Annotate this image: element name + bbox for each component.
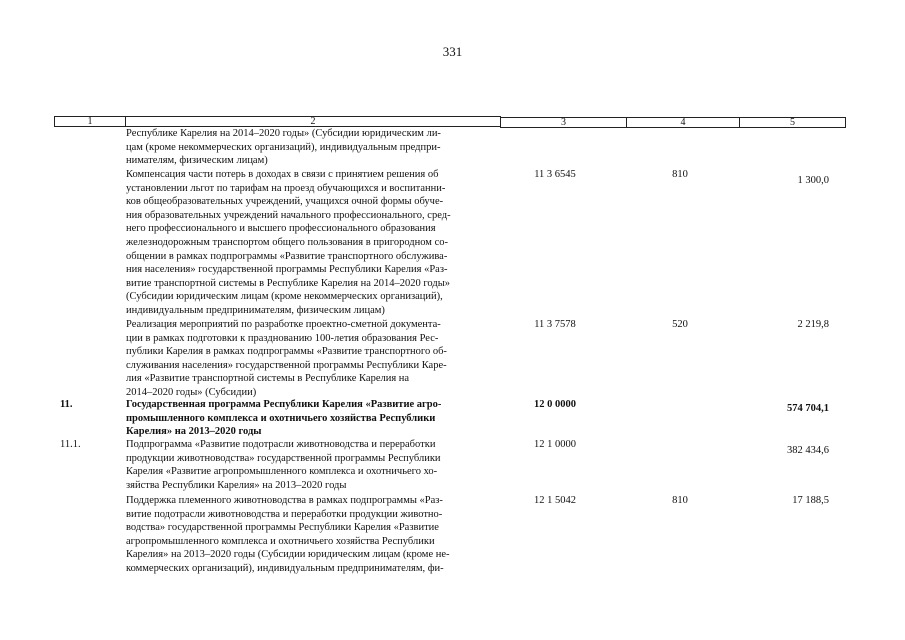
description-line: Карелия «Развитие агропромышленного комплекса и охотничьего хо- (126, 466, 438, 478)
row-target-code: 12 1 0000 (534, 439, 576, 450)
row-target-code: 11 3 7578 (534, 319, 576, 330)
row-number: 11.1. (60, 439, 81, 450)
row-description (126, 127, 498, 168)
row-description (126, 318, 498, 400)
description-line: железнодорожным транспортом общего пользования в пригородном со- (126, 236, 448, 248)
description-line: установлении льгот по тарифам на проезд обучающихся и воспитанни- (126, 182, 446, 194)
table-header-col-1: 1 (54, 116, 126, 127)
description-line: Карелия» на 2013–2020 годы (126, 426, 262, 438)
description-line: коммерческих организаций), индивидуальным предпринимателям, фи- (126, 562, 444, 574)
row-expense-type: 520 (672, 319, 688, 330)
description-line: Подпрограмма «Развитие подотрасли животноводства и переработки (126, 439, 436, 450)
description-line: лия «Развитие транспортной системы в Республике Карелия на (126, 373, 410, 385)
description-line: цам (кроме некоммерческих организаций), индивидуальным предпри- (126, 141, 441, 153)
table-header-col-2: 2 (125, 116, 501, 127)
row-description (126, 398, 498, 439)
description-line: ции в рамках подготовки к празднованию 100-летия образования Рес- (126, 332, 439, 344)
row-description (126, 438, 498, 492)
description-line: Государственная программа Республики Карелия «Развитие агро- (126, 399, 442, 410)
row-amount: 1 300,0 (797, 175, 829, 186)
row-target-code: 11 3 6545 (534, 169, 576, 180)
row-number: 11. (60, 399, 73, 410)
description-line: зяйства Республики Карелия» на 2013–2020 годы (126, 479, 347, 491)
description-line: Реализация мероприятий по разработке проектно-сметной документа- (126, 319, 441, 330)
description-line: ния образовательных учреждений начального профессионального, сред- (126, 209, 451, 221)
table-header-col-4: 4 (626, 117, 740, 128)
description-line: продукции животноводства» государственной программы Республики (126, 452, 441, 464)
description-line: (Субсидии юридическим лицам (кроме некоммерческих организаций), (126, 291, 443, 303)
row-amount: 574 704,1 (787, 403, 829, 414)
description-line: витие подотрасли животноводства и переработки продукции животно- (126, 508, 443, 520)
description-line: Республике Карелия на 2014–2020 годы» (Субсидии юридическим ли- (126, 128, 441, 139)
page-number: 331 (442, 44, 463, 59)
description-line: Поддержка племенного животноводства в рамках подпрограммы «Раз- (126, 495, 443, 506)
description-line: Карелия» на 2013–2020 годы (Субсидии юридическим лицам (кроме не- (126, 549, 450, 561)
description-line: служивания населения» государственной программы Республики Каре- (126, 359, 447, 371)
row-expense-type: 810 (672, 169, 688, 180)
description-line: витие транспортной системы в Республике Карелия на 2014–2020 годы» (126, 277, 451, 289)
row-amount: 382 434,6 (787, 445, 829, 456)
description-line: ков общеобразовательных учреждений, учащихся очной формы обуче- (126, 196, 444, 208)
description-line: агропромышленного комплекса и охотничьего хозяйства Республики (126, 535, 435, 547)
description-line: него профессионального и высшего профессионального образования (126, 223, 436, 235)
description-line: водства» государственной программы Республики Карелия «Развитие (126, 522, 439, 534)
description-line: общении в рамках подпрограммы «Развитие транспортного обслужива- (126, 250, 448, 262)
description-line: нимателям, физическим лицам) (126, 155, 268, 167)
row-expense-type: 810 (672, 495, 688, 506)
row-amount: 17 188,5 (792, 495, 829, 506)
description-line: публики Карелия в рамках подпрограммы «Развитие транспортного об- (126, 346, 447, 358)
description-line: 2014–2020 годы» (Субсидии) (126, 386, 257, 398)
row-target-code: 12 0 0000 (534, 399, 576, 410)
description-line: ния населения» государственной программы Республики Карелия «Раз- (126, 264, 448, 276)
table-header-col-3: 3 (500, 117, 627, 128)
row-description (126, 168, 498, 318)
description-line: промышленного комплекса и охотничьего хозяйства Республики (126, 412, 436, 424)
row-description (126, 494, 498, 576)
row-amount: 2 219,8 (797, 319, 829, 330)
description-line: индивидуальным предпринимателям, физическим лицам) (126, 304, 385, 316)
description-line: Компенсация части потерь в доходах в связи с принятием решения об (126, 169, 439, 180)
row-target-code: 12 1 5042 (534, 495, 576, 506)
table-header-col-5: 5 (739, 117, 846, 128)
